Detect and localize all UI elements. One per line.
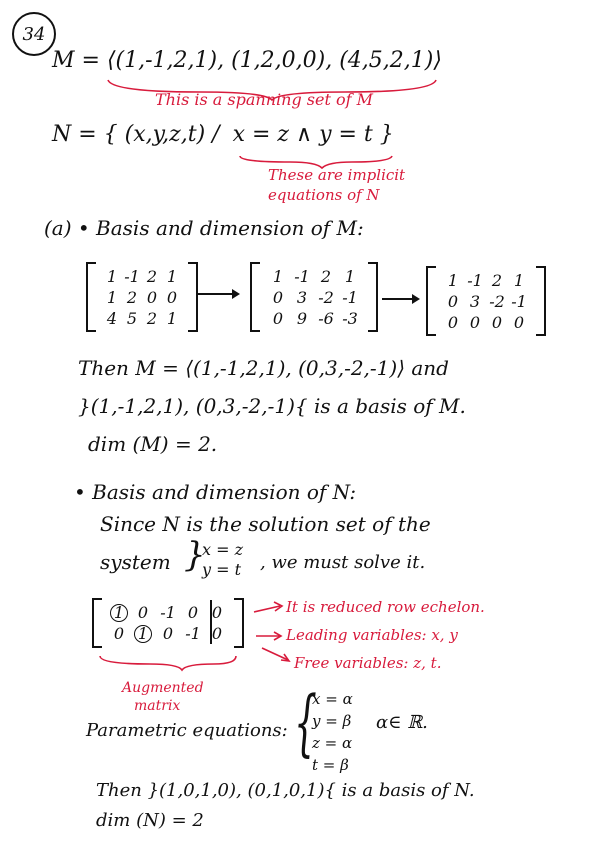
matrix-entry: 1 [106,287,118,307]
matrix-entry: 0 [447,291,459,311]
matrix-entry: 1 [166,308,178,328]
spanning-underbrace [108,80,436,100]
parametric-equation: y = β [312,712,352,730]
matrix-entry: -6 [318,308,334,328]
augmented-entry: 0 [113,624,125,643]
note-leading-variables: Leading variables: x, y [286,626,458,644]
matrix-entry: -1 [511,291,527,311]
matrix-entry: -1 [342,287,358,307]
parametric-label: Parametric equations: [86,720,288,741]
N-then: Then }(1,0,1,0), (0,1,0,1){ is a basis of N. [96,780,475,801]
note-implicit-line2: equations of N [268,186,380,204]
note-augmented-line1: Augmented [122,680,204,696]
system-brace: } [184,535,206,575]
matrix-entry: 0 [166,287,178,307]
augmented-entry: 0 [211,624,223,643]
M-then-line1: Then M = ⟨(1,-1,2,1), (0,3,-2,-1)⟩ and [78,356,449,380]
part-a-title: (a) • Basis and dimension of M: [44,216,364,240]
matrix-entry: -1 [124,266,140,286]
augmented-entry: -1 [160,603,176,622]
matrix-entry: -1 [467,270,483,290]
augmented-entry: -1 [185,624,201,643]
N-definition-equations: x = z ∧ y = t [232,122,373,147]
matrix-entry: 2 [320,266,332,286]
augmented-entry: 0 [187,603,199,622]
matrix-entry: 0 [272,287,284,307]
parametric-brace: { [294,680,317,764]
matrix-entry: 5 [126,308,138,328]
N-definition-rhs: } [379,122,394,147]
note-implicit-line1: These are implicit [268,166,406,184]
augmented-entry: 0 [211,603,223,622]
since-tail: , we must solve it. [260,552,426,573]
matrix-entry: -3 [342,308,358,328]
matrix-entry: 0 [513,312,525,332]
N-definition-lhs: N = { (x,y,z,t) / [52,122,220,147]
matrix-entry: 3 [296,287,308,307]
note-rref: It is reduced row echelon. [286,598,485,616]
matrix-entry: 0 [491,312,503,332]
matrix-entry: 0 [272,308,284,328]
matrix-entry: 1 [447,270,459,290]
dim-M: dim (M) = 2. [88,432,218,456]
augmented-underbrace [100,656,236,670]
matrix-entry: 2 [491,270,503,290]
since-line1: Since N is the solution set of the [100,512,431,536]
matrix-entry: 2 [126,287,138,307]
M-definition: M = ⟨(1,-1,2,1), (1,2,0,0), (4,5,2,1)⟩ [52,48,442,73]
parametric-domain: α∈ ℝ. [376,712,428,733]
system-eq1: x = z [202,540,244,559]
N-section-title: • Basis and dimension of N: [74,480,357,504]
matrix-entry: -1 [294,266,310,286]
matrix-entry: -2 [318,287,334,307]
matrix-entry: 1 [344,266,356,286]
parametric-equation: x = α [312,690,353,708]
matrix-entry: 0 [469,312,481,332]
implicit-underbrace [240,156,392,168]
note-augmented-line2: matrix [134,698,181,714]
matrix-entry: 1 [272,266,284,286]
since-system-word: system [100,550,171,574]
augmented-entry: 0 [162,624,174,643]
matrix-entry: 1 [106,266,118,286]
matrix-entry: 1 [513,270,525,290]
parametric-equation: z = α [312,734,353,752]
M-then-line2: }(1,-1,2,1), (0,3,-2,-1){ is a basis of M. [78,394,466,418]
dim-N: dim (N) = 2 [96,810,204,831]
pivot-circle: 1 [110,604,128,622]
matrix-entry: 4 [106,308,118,328]
matrix-entry: 9 [296,308,308,328]
matrix-entry: -2 [489,291,505,311]
matrix-entry: 3 [469,291,481,311]
note-free-variables: Free variables: z, t. [294,654,442,672]
system-eq2: y = t [202,560,242,579]
matrix-entry: 1 [166,266,178,286]
matrix-entry: 2 [146,266,158,286]
note-spanning-set: This is a spanning set of M [155,90,373,109]
pivot-circle: 1 [134,625,152,643]
matrix-entry: 0 [447,312,459,332]
matrix-entry: 0 [146,287,158,307]
parametric-equation: t = β [312,756,349,774]
problem-number: 34 [12,12,56,56]
matrix-entry: 2 [146,308,158,328]
augmented-entry: 0 [137,603,149,622]
